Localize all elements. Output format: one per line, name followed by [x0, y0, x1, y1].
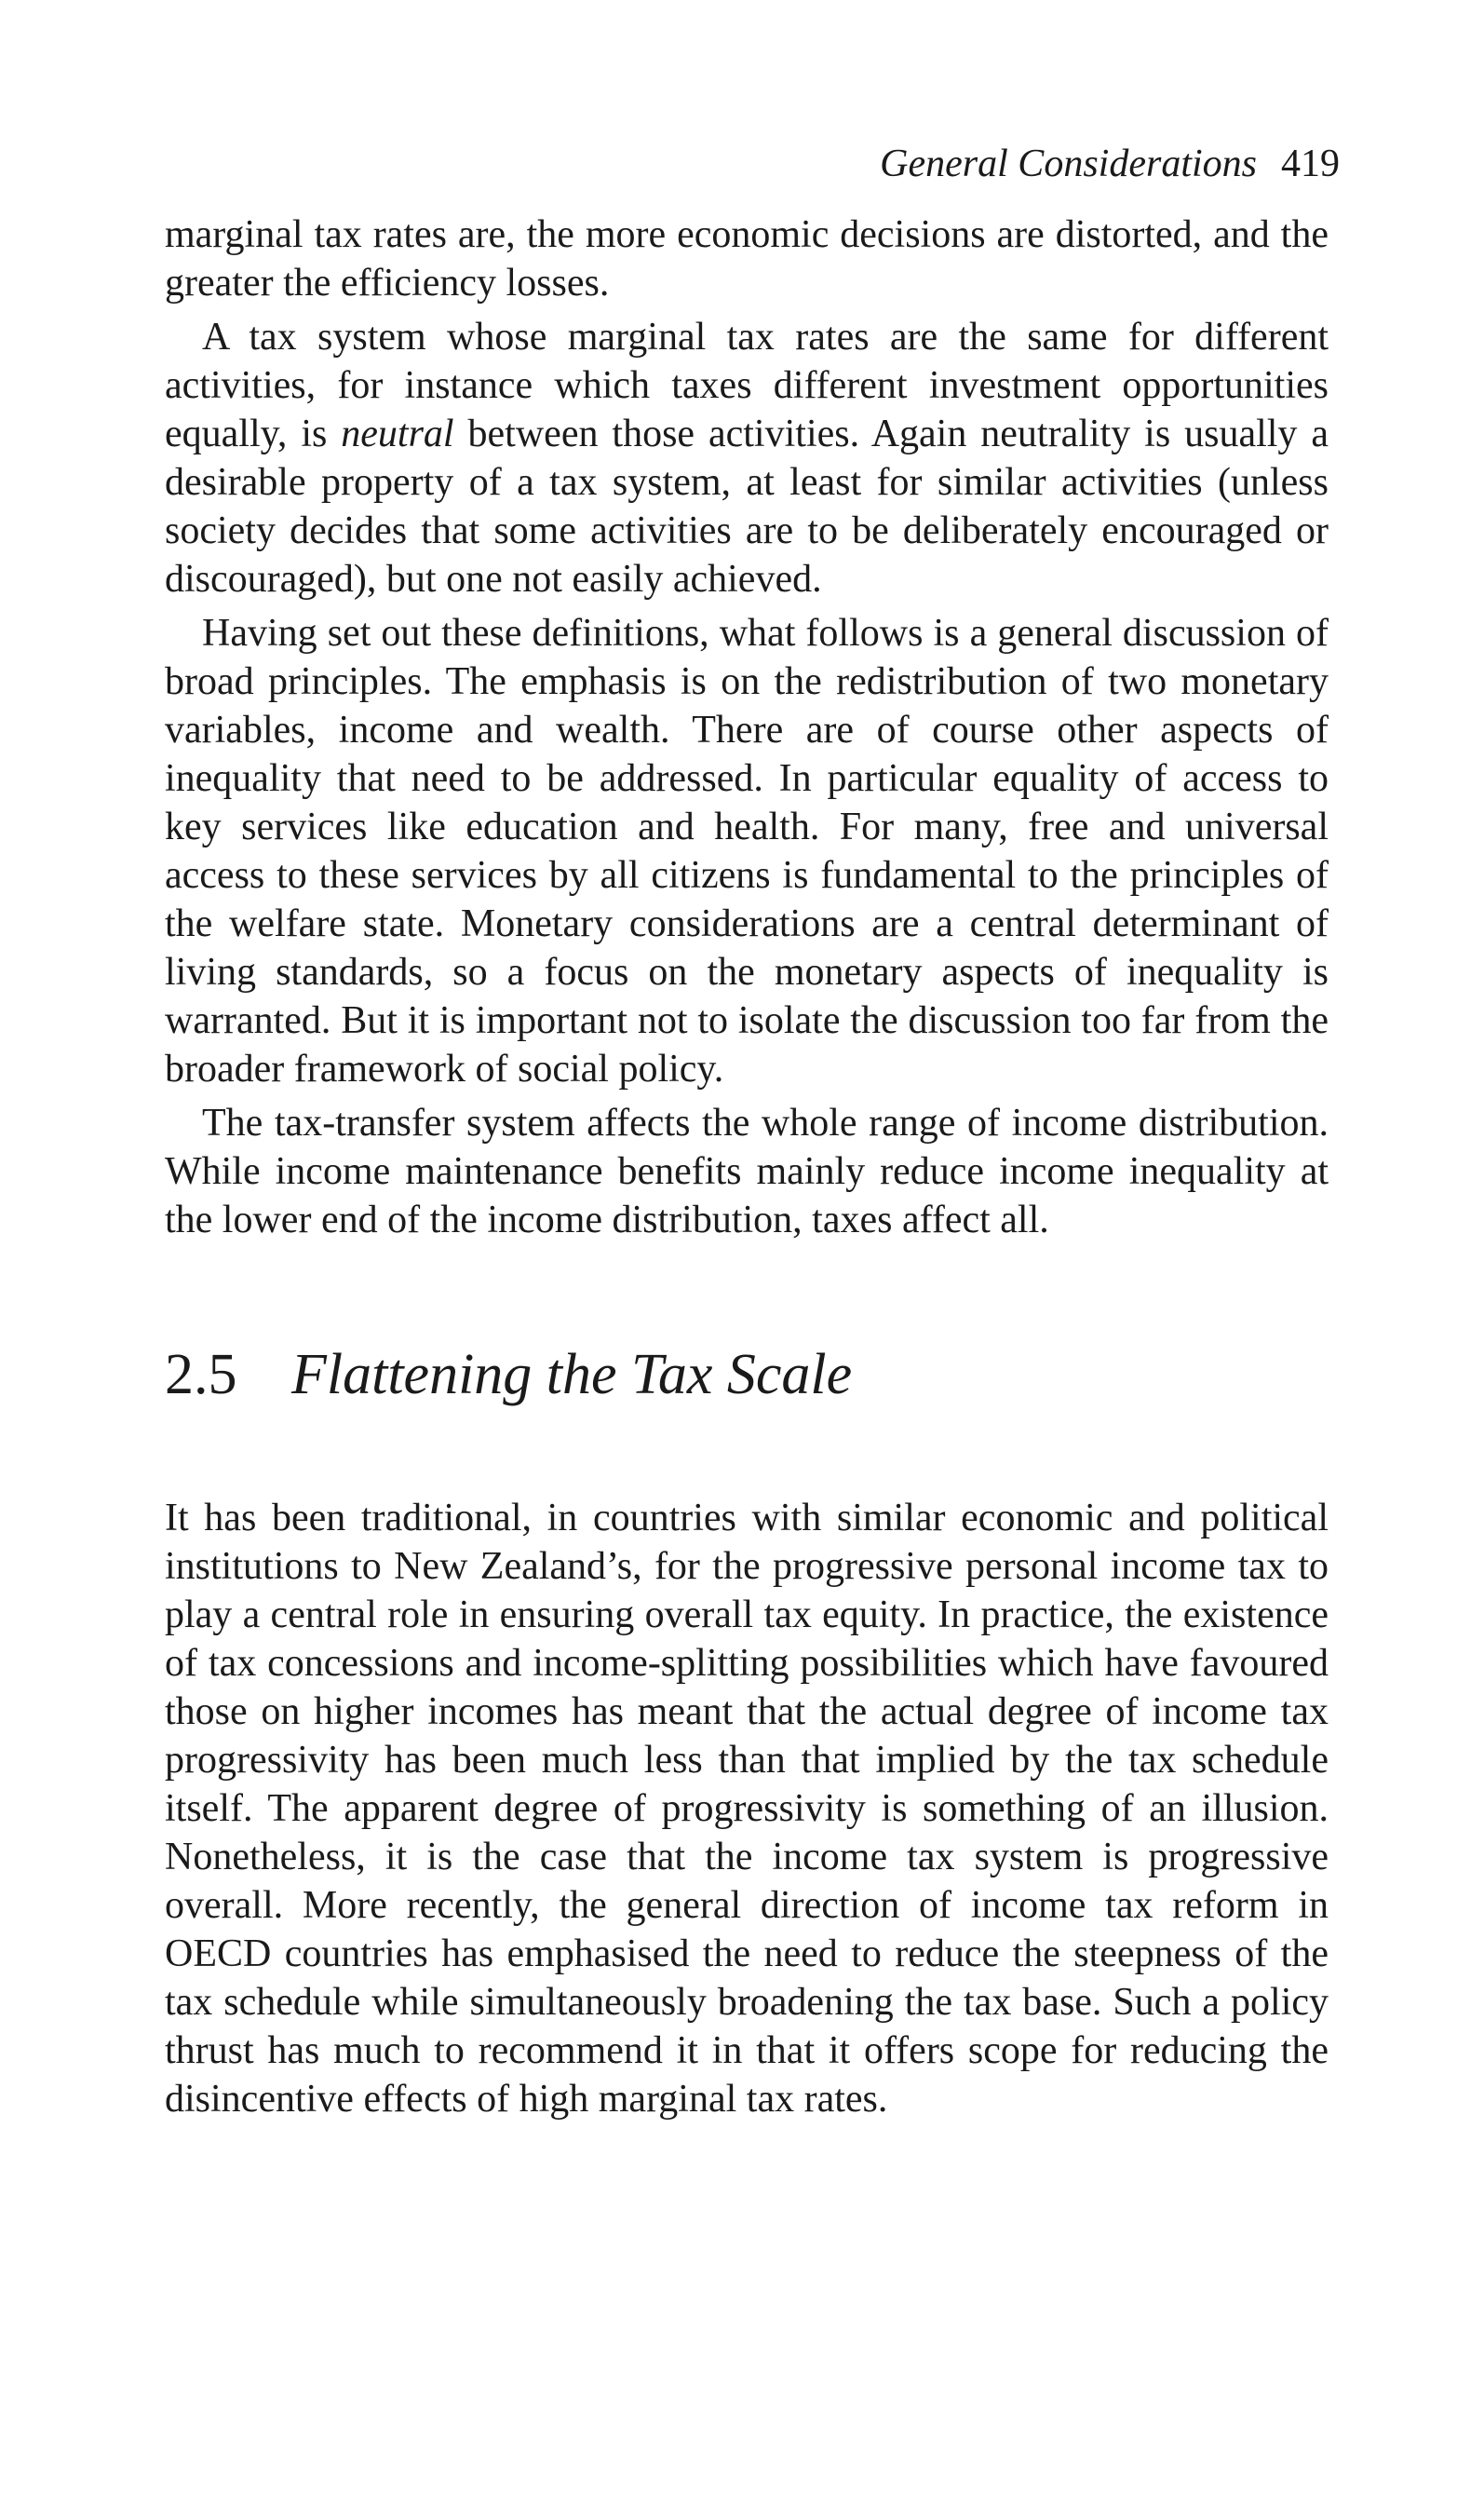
emphasis-neutral: neutral	[341, 413, 454, 455]
paragraph-neutrality-before: A tax system whose marginal tax rates are the same for different activities, for instance which taxes different investment opportunities equally, is	[165, 316, 1329, 455]
section-title: Flattening the Tax Scale	[291, 1343, 853, 1406]
paragraph-definitions: Having set out these definitions, what follows is a general discussion of broad principles. The emphasis is on the redistribution of two monetary variables, income and wealth. There are of course other aspects of inequality that need to be addressed. In particular equality of access to key services like education and health. For many, free and universal access to these services by all citizens is fundamental to the principles of the welfare state. Monetary considerations are a central determinant of living standards, so a focus on the monetary aspects of inequality is warranted. But it is important not to isolate the discussion too far from the broader framework of social policy.	[165, 612, 1329, 1091]
paragraph-neutrality	[165, 313, 1329, 603]
body-text-top	[165, 210, 1329, 1244]
running-head	[165, 140, 1340, 188]
section-heading	[165, 1341, 1329, 1408]
book-page	[165, 140, 1340, 2123]
page-number: 419	[1281, 142, 1340, 185]
paragraph-section-body: It has been traditional, in countries with similar economic and political institutions to New Zealand’s, for the progressive personal income tax to play a central role in ensuring overall tax equity. In practice, the existence of tax concessions and income-splitting possibilities which have favoured those on higher incomes has meant that the actual degree of income tax progressivity has been much less than that implied by the tax schedule itself. The apparent degree of progressivity is something of an illusion. Nonetheless, it is the case that the income tax system is progressive overall. More recently, the general direction of income tax reform in OECD countries has emphasised the need to reduce the steepness of the tax schedule while simultaneously broadening the tax base. Such a policy thrust has much to recommend it in that it offers scope for reducing the disincentive effects of high marginal tax rates.	[165, 1497, 1329, 2121]
paragraph-neutrality-after: between those activities. Again neutrality is usually a desirable property of a tax system, at least for similar activities (unless society decides that some activities are to be deliberately encouraged or discouraged), but one not easily achieved.	[165, 413, 1329, 601]
paragraph-continued: marginal tax rates are, the more economic decisions are distorted, and the greater the efficiency losses.	[165, 213, 1329, 305]
paragraph-tax-transfer: The tax-transfer system affects the whole range of income distribution. While income maintenance benefits mainly reduce income inequality at the lower end of the income distribution, taxes affect all.	[165, 1102, 1329, 1241]
section-number: 2.5	[165, 1343, 237, 1406]
section-body	[165, 1494, 1329, 2123]
running-head-title: General Considerations	[880, 142, 1257, 185]
